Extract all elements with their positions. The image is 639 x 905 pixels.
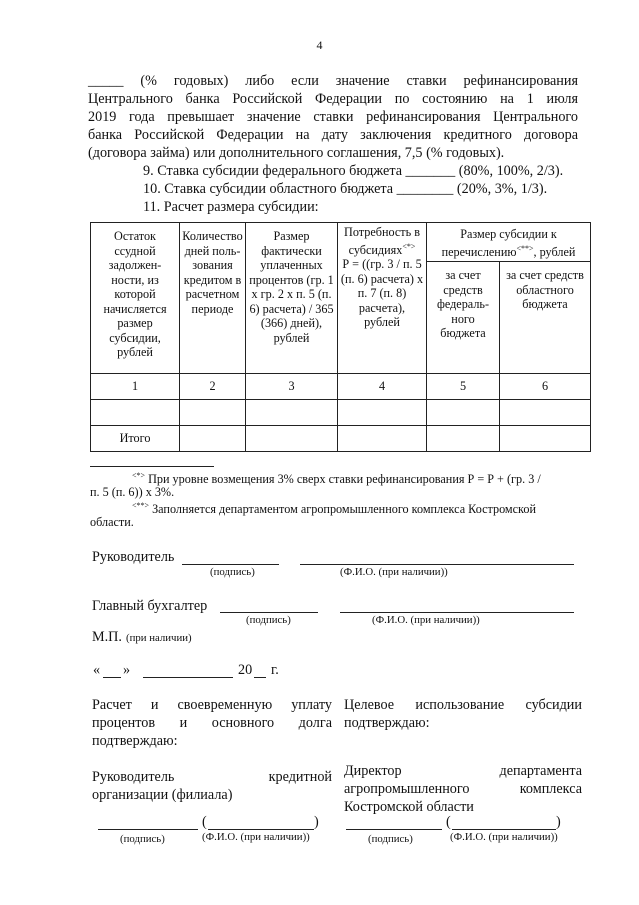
footnote-separator xyxy=(90,466,214,467)
footnote-2-mark: <**> xyxy=(132,501,150,510)
date-open-quote: « xyxy=(93,662,101,678)
right-sign-caption: (подпись) xyxy=(368,833,413,845)
right-name-line[interactable] xyxy=(452,829,556,830)
footnote-1-text: При уровне возмещения 3% сверх ставки рефинансирования Р = Р + (гр. 3 / xyxy=(148,472,541,487)
table-row xyxy=(91,400,591,426)
table-header-row xyxy=(91,223,591,262)
right-signature-line[interactable] xyxy=(346,829,442,830)
seal-label: М.П. xyxy=(92,629,122,645)
footnote-2 xyxy=(132,498,536,517)
item-10: 10. Ставка субсидии областного бюджета ________ (20%, 3%, 1/3). xyxy=(143,181,548,197)
head-label: Руководитель xyxy=(92,549,175,565)
head-name-caption: (Ф.И.О. (при наличии)) xyxy=(340,566,448,578)
page-number: 4 xyxy=(316,38,323,52)
date-month-line[interactable] xyxy=(143,677,233,678)
item-11: 11. Расчет размера субсидии: xyxy=(143,199,319,215)
accountant-name-caption: (Ф.И.О. (при наличии)) xyxy=(372,614,480,626)
footnote-1-mark: <*> xyxy=(132,471,146,480)
table-num-5: 5 xyxy=(427,374,500,400)
table-header-col6: за счет средств областного бюджета xyxy=(500,262,591,374)
left-confirm-text: Расчет и своевременную уплату процентов и основного долга подтверждаю: xyxy=(92,697,332,749)
accountant-name-line[interactable] xyxy=(340,612,574,613)
table-num-6: 6 xyxy=(500,374,591,400)
table-header-col5: за счет средств федераль-ного бюджета xyxy=(427,262,500,374)
left-role-line-1: Руководитель кредитной xyxy=(92,769,332,785)
intro-line-3: 2019 года превышает значение ставки рефинансирования Центрального xyxy=(88,109,578,125)
head-sign-caption: (подпись) xyxy=(210,566,255,578)
date-close-quote: » xyxy=(123,662,131,678)
footnote-1 xyxy=(132,468,541,487)
left-sign-caption: (подпись) xyxy=(120,833,165,845)
head-name-line[interactable] xyxy=(300,564,574,565)
document-page: 4 _____ (% годовых) либо если значение ставки рефинансирования Центрального банка Российской Федерации по состоянию на 1 июля 2019 года превышает значение ставки рефинансирования Центрального банка Российской Федерации на дату заключения кредитного договора (договора займа) или дополнительного соглашения, 7,5 (% годовых). 9. Ставка субсидии федерального бюджета _______ (80%, 100%, 2/3). 10. Ставка субсидии областного бюджета ________ (20%, 3%, 1/3). 11. Расчет размера субсидии: Остаток ссудной задолжен-ности, из которой начисляется размер субсидии, рублей Количество дней поль-зования кредитом в расчетном периоде Размер фактически уплаченных процентов (гр. 1 х гр. 2 х п. 5 (п. 6) расчета) / 365 (366) дней), рублей Потребность в субсидиях<*> Р = ((гр. 3 / п. 5 (п. 6) расчета) х п. 7 (п. 8) расчета), рублей Размер субсидии к перечислению<**>, рублей за счет средств федераль-ного бюджета за счет средств областного бюджета 1 2 3 4 5 6 Итого <*> При уровне возмещения 3% сверх ставки рефинансирования Р = Р + (гр. 3 / п. 5 (п. 6)) х 3%. <**> Заполняется департаментом агропромышленного комплекса Костромской области. Руководитель (подпись) (Ф.И.О. (при наличии)) Главный бухгалтер (подпись) (Ф.И.О. (при наличии)) М.П. (при наличии) « » 20 г. Расчет и своевременную уплату процентов и основного долга подтверждаю: Руководитель кредитной организации (филиала) ( ) (подпись) (Ф.И.О. (при наличии)) Целевое использование субсидии подтверждаю: Директор департамента агропромышленного комплекса Костромской области ( ) (подпись) (Ф.И.О. (при наличии)) xyxy=(0,0,639,905)
col56-unit: , рублей xyxy=(533,244,576,259)
item-9: 9. Ставка субсидии федерального бюджета _______ (80%, 100%, 2/3). xyxy=(143,163,564,179)
intro-line-5: (договора займа) или дополнительного соглашения, 7,5 (% годовых). xyxy=(88,145,505,161)
left-name-caption: (Ф.И.О. (при наличии)) xyxy=(202,831,310,843)
col56-footnote-mark: <**> xyxy=(516,243,534,253)
table-header-col2: Количество дней поль-зования кредитом в расчетном периоде xyxy=(180,223,246,374)
table-num-2: 2 xyxy=(180,374,246,400)
table-header-col1: Остаток ссудной задолжен-ности, из которой начисляется размер субсидии, рублей xyxy=(91,223,180,374)
intro-line-2: Центрального банка Российской Федерации по состоянию на 1 июля xyxy=(88,91,578,107)
table-total-label: Итого xyxy=(91,426,180,452)
table-num-3: 3 xyxy=(246,374,338,400)
intro-line-4: банка Российской Федерации на дату заключения кредитного договора xyxy=(88,127,578,143)
footnote-2-text: Заполняется департаментом агропромышленного комплекса Костромской xyxy=(152,502,536,517)
col4-formula: Р = ((гр. 3 / п. 5 (п. 6) расчета) х п. 7 (п. 8) расчета), рублей xyxy=(340,257,424,330)
table-num-4: 4 xyxy=(338,374,427,400)
date-day-line[interactable] xyxy=(103,677,121,678)
date-year-line[interactable] xyxy=(254,677,266,678)
accountant-signature-line[interactable] xyxy=(220,612,318,613)
intro-line-1: _____ (% годовых) либо если значение ставки рефинансирования xyxy=(88,73,578,89)
right-role-line-1: Директор департамента xyxy=(344,763,582,779)
table-header-col4 xyxy=(338,223,427,374)
right-confirm-text: Целевое использование субсидии подтверждаю: xyxy=(344,697,582,731)
col4-footnote-mark: <*> xyxy=(402,241,416,251)
left-name-line[interactable] xyxy=(208,829,314,830)
left-signature-line[interactable] xyxy=(98,829,198,830)
col56-title: Размер субсидии к перечислению xyxy=(441,227,557,259)
right-role-line-3: Костромской области xyxy=(344,799,474,815)
right-name-caption: (Ф.И.О. (при наличии)) xyxy=(450,831,558,843)
subsidy-calculation-table xyxy=(90,222,591,452)
head-signature-line[interactable] xyxy=(182,564,279,565)
left-role-line-2: организации (филиала) xyxy=(92,787,233,803)
table-header-col56 xyxy=(427,223,591,262)
col4-title: Потребность в субсидиях xyxy=(344,225,420,257)
footnote-2-cont: области. xyxy=(90,515,134,529)
table-number-row xyxy=(91,374,591,400)
table-num-1: 1 xyxy=(91,374,180,400)
accountant-sign-caption: (подпись) xyxy=(246,614,291,626)
right-role-line-2: агропромышленного комплекса xyxy=(344,781,582,797)
date-year-suffix: г. xyxy=(271,662,279,678)
footnote-1-cont: п. 5 (п. 6)) х 3%. xyxy=(90,485,175,499)
seal-block xyxy=(92,628,192,646)
accountant-label: Главный бухгалтер xyxy=(92,598,208,614)
table-total-row xyxy=(91,426,591,452)
date-year-prefix: 20 xyxy=(238,662,253,678)
seal-note: (при наличии) xyxy=(125,632,192,644)
table-header-col3: Размер фактически уплаченных процентов (гр. 1 х гр. 2 х п. 5 (п. 6) расчета) / 365 (366) дней), рублей xyxy=(246,223,338,374)
